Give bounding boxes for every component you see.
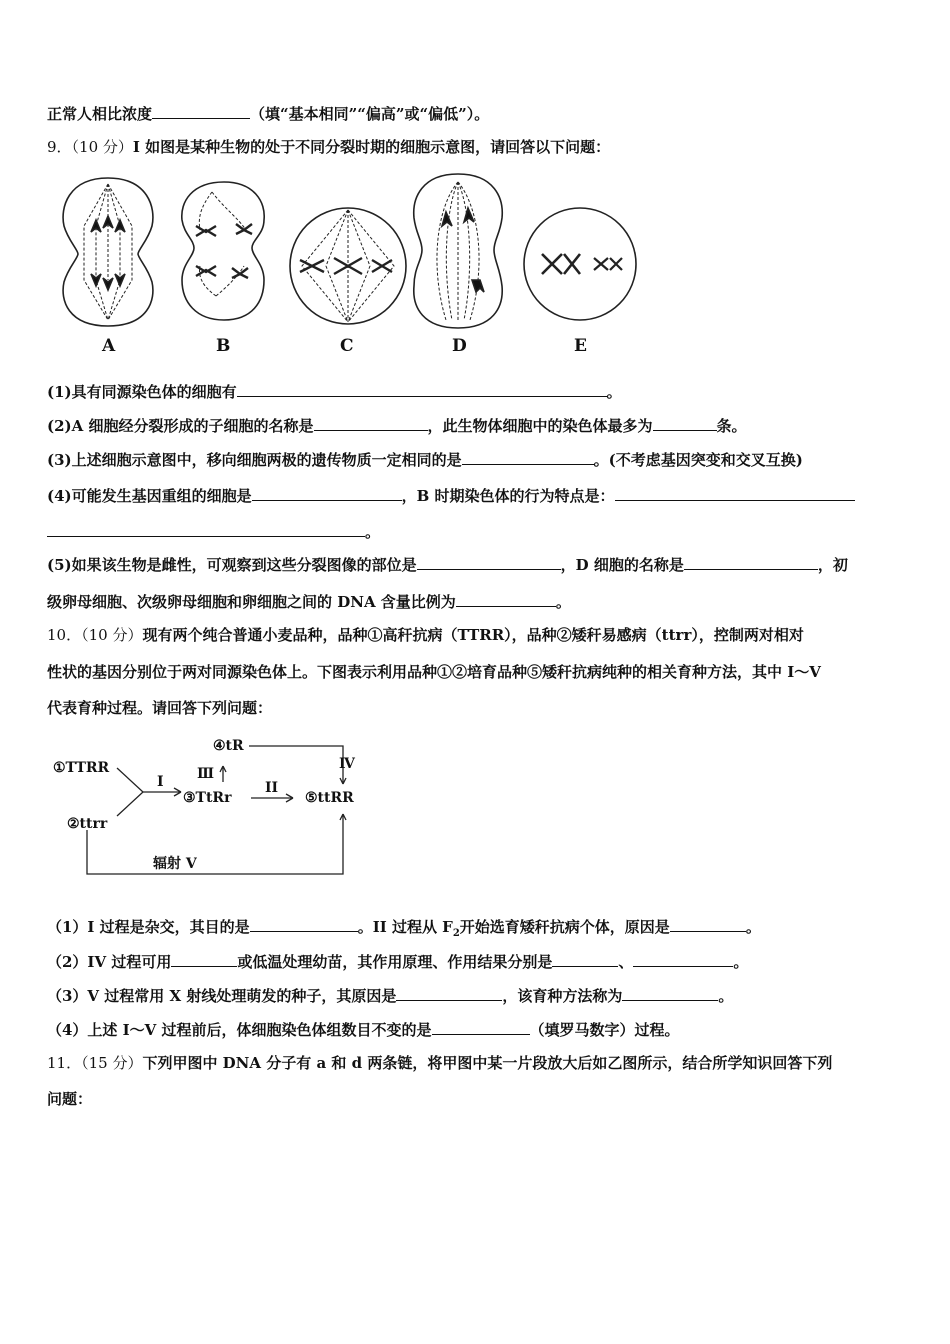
q10-p3-text: （3）V 过程常用 X 射线处理萌发的种子，其原因是 <box>47 987 397 1005</box>
cell-label-c: C <box>340 336 354 356</box>
node-3: ③TtRr <box>183 790 232 806</box>
answer-blank[interactable] <box>622 984 718 1001</box>
q9-p4-end: 。 <box>365 523 381 541</box>
q9-p5-text2: ，D 细胞的名称是 <box>560 556 684 574</box>
node-4: ④tR <box>213 738 244 754</box>
answer-blank[interactable] <box>237 380 607 397</box>
cell-label-e: E <box>574 336 587 356</box>
q9-p2-text2: ，此生物体细胞中的染色体最多为 <box>427 417 653 435</box>
q10-p2-text: （2）IV 过程可用 <box>47 953 172 971</box>
answer-blank[interactable] <box>615 484 855 501</box>
q8-tail-line <box>47 102 489 124</box>
q10-p1-end: 。 <box>745 918 761 936</box>
q10-p2-end: 。 <box>733 953 749 971</box>
answer-blank[interactable] <box>552 950 618 967</box>
q10-p3-text2: ，该育种方法称为 <box>502 987 623 1005</box>
label-v: 辐射 V <box>153 856 197 872</box>
answer-blank[interactable] <box>633 950 733 967</box>
label-ii: II <box>265 780 279 796</box>
q10-p1-sub: 2 <box>452 928 460 939</box>
q10-p4-end: （填罗马数字）过程。 <box>529 1021 680 1039</box>
q9-p2-end: 条。 <box>716 417 747 435</box>
q9-score: （10 分） <box>71 138 133 156</box>
cell-c <box>290 208 406 324</box>
q10-p2-text2: 或低温处理幼苗，其作用原理、作用结果分别是 <box>237 953 553 971</box>
q10-intro-line3 <box>47 698 272 718</box>
q10-p3-end: 。 <box>718 987 734 1005</box>
answer-blank[interactable] <box>314 414 428 431</box>
q10-intro1: 现有两个纯合普通小麦品种，品种①高秆抗病（TTRR），品种②矮秆易感病（ttrr），控制两对相对 <box>142 626 804 644</box>
cell-label-d: D <box>452 336 467 356</box>
q9-part3 <box>47 448 803 470</box>
answer-blank[interactable] <box>250 915 358 932</box>
answer-blank[interactable] <box>684 553 818 570</box>
q9-p3-end: 。(不考虑基因突变和交叉互换) <box>593 451 803 469</box>
q10-p1-text2: 。II 过程从 F <box>357 918 453 936</box>
cell-a <box>63 178 153 326</box>
cell-label-b: B <box>216 336 231 356</box>
answer-blank[interactable] <box>417 553 561 570</box>
label-i: I <box>157 774 164 790</box>
q10-score: （10 分） <box>81 626 143 644</box>
q10-part3 <box>47 984 733 1006</box>
q11-intro1: 下列甲图中 DNA 分子有 a 和 d 两条链，将甲图中某一片段放大后如乙图所示，结合所学知识回答下列 <box>142 1054 833 1072</box>
q9-part1 <box>47 380 622 402</box>
answer-blank[interactable] <box>432 1018 530 1035</box>
answer-blank[interactable] <box>456 590 556 607</box>
answer-blank[interactable] <box>171 950 237 967</box>
q10-part2 <box>47 950 748 972</box>
node-5: ⑤ttRR <box>305 790 354 806</box>
q9-p1-end: 。 <box>606 383 622 401</box>
answer-blank[interactable] <box>670 915 746 932</box>
q10-p1-text: （1）I 过程是杂交，其目的是 <box>47 918 250 936</box>
label-iv: Ⅳ <box>339 756 355 772</box>
answer-blank[interactable] <box>152 102 250 119</box>
q11-score: （15 分） <box>81 1054 143 1072</box>
q9-part2 <box>47 414 747 436</box>
q9-p2-text: (2)A 细胞经分裂形成的子细胞的名称是 <box>47 417 314 435</box>
q11-number: 11． <box>47 1054 82 1072</box>
q9-intro: I 如图是某种生物的处于不同分裂时期的细胞示意图，请回答以下问题： <box>132 138 611 156</box>
q9-p5-text4: 级卵母细胞、次级卵母细胞和卵细胞之间的 DNA 含量比例为 <box>47 593 456 611</box>
q9-p3-text: (3)上述细胞示意图中，移向细胞两极的遗传物质一定相同的是 <box>47 451 462 469</box>
answer-blank[interactable] <box>462 448 594 465</box>
q9-number: 9． <box>47 138 72 156</box>
cell-division-figure <box>50 168 650 358</box>
q8-suffix: （填“基本相同”“偏高”或“偏低”）。 <box>250 105 490 123</box>
q11-intro-line1 <box>47 1053 832 1073</box>
q9-p4-text: (4)可能发生基因重组的细胞是 <box>47 487 252 505</box>
q8-prefix: 正常人相比浓度 <box>47 105 153 123</box>
q9-p5-text: (5)如果该生物是雌性，可观察到这些分裂图像的部位是 <box>47 556 417 574</box>
q9-p5-end: 。 <box>555 593 571 611</box>
node-2: ②ttrr <box>67 816 108 832</box>
q9-p4-text2: ，B 时期染色体的行为特点是： <box>401 487 615 505</box>
q9-part4-cont <box>47 520 380 542</box>
q9-p5-text3: ，初 <box>817 556 848 574</box>
cell-label-a: A <box>102 336 116 356</box>
breeding-diagram <box>47 728 367 880</box>
q10-intro-line1 <box>47 625 804 645</box>
q11-intro-line2 <box>47 1089 92 1109</box>
answer-blank[interactable] <box>396 984 502 1001</box>
q10-number: 10． <box>47 626 82 644</box>
q11-intro2: 问题： <box>47 1090 93 1108</box>
q9-intro-line <box>47 137 610 157</box>
q10-part4 <box>47 1018 680 1040</box>
cell-e <box>524 208 636 320</box>
q10-p1-text3: 开始选育矮秆抗病个体，原因是 <box>459 918 670 936</box>
q10-part1 <box>47 915 761 944</box>
q10-intro3: 代表育种过程。请回答下列问题： <box>47 699 273 717</box>
q9-part4 <box>47 484 855 506</box>
cell-b <box>182 182 264 320</box>
answer-blank[interactable] <box>653 414 717 431</box>
answer-blank[interactable] <box>47 520 365 537</box>
q10-intro-line2 <box>47 662 821 682</box>
q9-part5 <box>47 553 848 575</box>
q9-p1-text: (1)具有同源染色体的细胞有 <box>47 383 237 401</box>
q9-part5-cont <box>47 590 571 612</box>
answer-blank[interactable] <box>252 484 402 501</box>
node-1: ①TTRR <box>53 760 110 776</box>
q10-p2-sep: 、 <box>618 953 634 971</box>
q10-intro2: 性状的基因分别位于两对同源染色体上。下图表示利用品种①②培育品种⑤矮秆抗病纯种的相关育种方法，其中 I～V <box>47 663 821 681</box>
label-iii: Ⅲ <box>197 766 215 782</box>
q10-p4-text: （4）上述 I～V 过程前后，体细胞染色体组数目不变的是 <box>47 1021 432 1039</box>
cell-d <box>414 174 502 328</box>
